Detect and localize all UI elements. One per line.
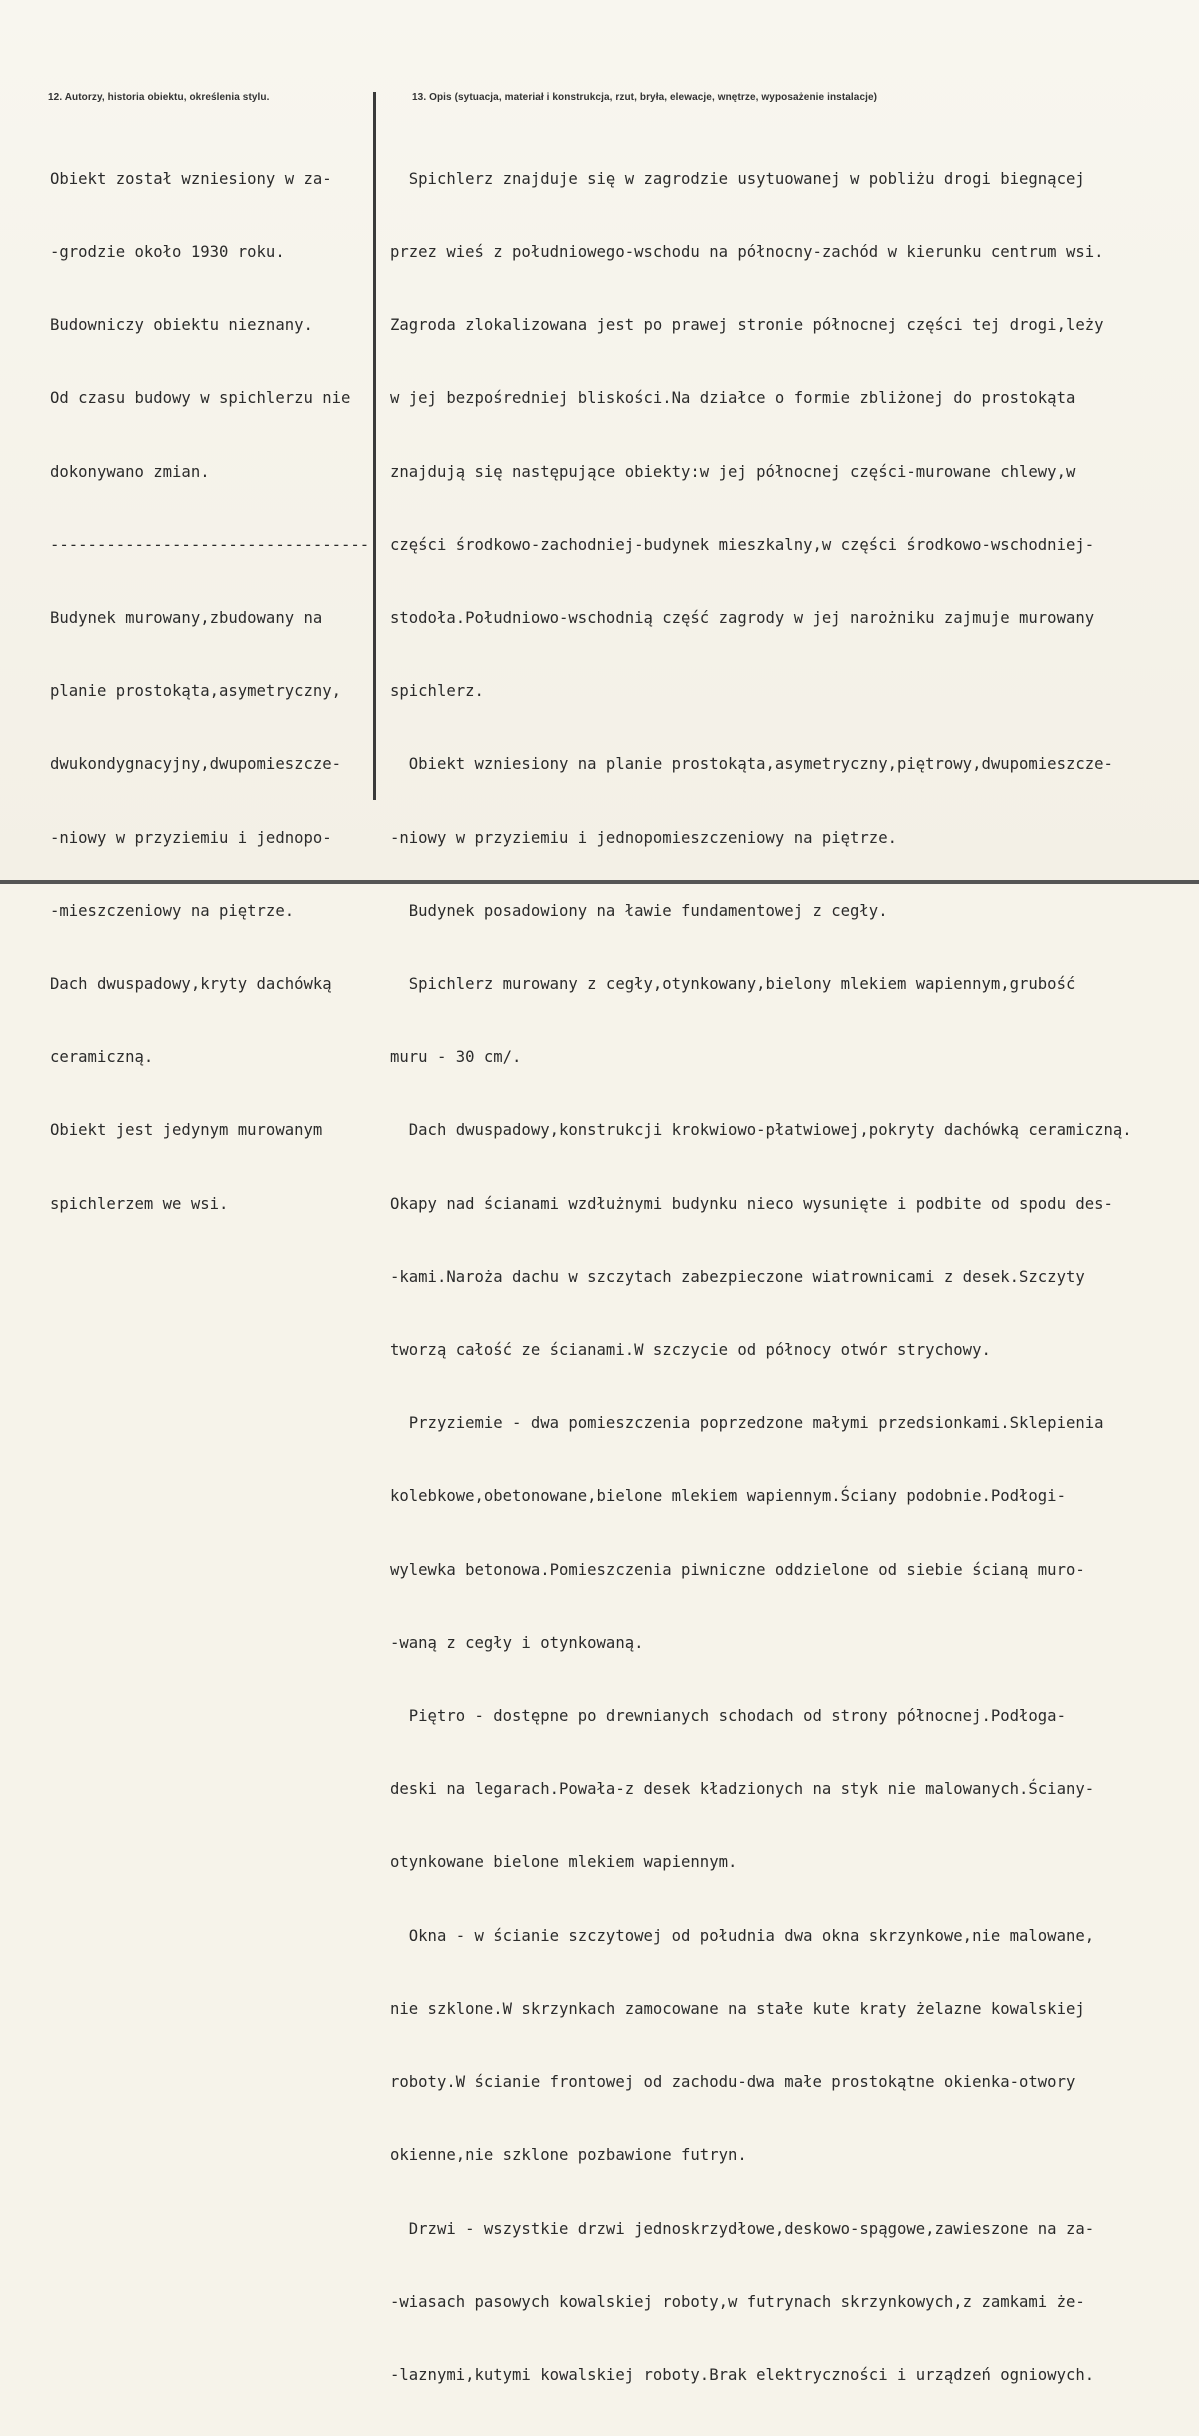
description-line: Przyziemie - dwa pomieszczenia poprzedzone małymi przedsionkami.Sklepienia	[390, 1414, 1104, 1433]
description-line: części środkowo-zachodniej-budynek mieszkalny,w części środkowo-wschodniej-	[390, 535, 1095, 554]
description-line: Piętro - dostępne po drewnianych schodach od strony północnej.Podłoga-	[390, 1707, 1066, 1726]
description-line: Dach dwuspadowy,konstrukcji krokwiowo-płatwiowej,pokryty dachówką ceramiczną.	[390, 1121, 1132, 1140]
description-line: Okna - w ścianie szczytowej od południa dwa okna skrzynkowe,nie malowane,	[390, 1926, 1095, 1945]
description-line: deski na legarach.Powała-z desek kładzionych na styk nie malowanych.Ściany-	[390, 1780, 1095, 1799]
description-line: Spichlerz murowany z cegły,otynkowany,bielony mlekiem wapiennym,grubość	[390, 975, 1076, 994]
history-line: Od czasu budowy w spichlerzu nie	[50, 389, 351, 408]
style-line: Obiekt jest jedynym murowanym	[50, 1121, 323, 1140]
description-line: Zagroda zlokalizowana jest po prawej stronie północnej części tej drogi,leży	[390, 316, 1104, 335]
description-line: w jej bezpośredniej bliskości.Na działce o formie zbliżonej do prostokąta	[390, 389, 1076, 408]
history-column	[50, 118, 370, 1265]
description-line: stodoła.Południowo-wschodnią część zagrody w jej narożniku zajmuje murowany	[390, 609, 1095, 628]
description-line: Drzwi - wszystkie drzwi jednoskrzydłowe,deskowo-spągowe,zawieszone na za-	[390, 2219, 1095, 2238]
style-line: planie prostokąta,asymetryczny,	[50, 682, 342, 701]
description-line: -waną z cegły i otynkowaną.	[390, 1633, 644, 1652]
style-line: -niowy w przyziemiu i jednopo-	[50, 828, 332, 847]
description-line: znajdują się następujące obiekty:w jej północnej części-murowane chlewy,w	[390, 462, 1076, 481]
style-line: Budynek murowany,zbudowany na	[50, 609, 323, 628]
description-line: Spichlerz znajduje się w zagrodzie usytuowanej w pobliżu drogi biegnącej	[390, 169, 1085, 188]
description-line: otynkowane bielone mlekiem wapiennym.	[390, 1853, 738, 1872]
style-line: dwukondygnacyjny,dwupomieszcze-	[50, 755, 342, 774]
style-line: -mieszczeniowy na piętrze.	[50, 901, 295, 920]
description-line: przez wieś z południowego-wschodu na północny-zachód w kierunku centrum wsi.	[390, 243, 1104, 262]
description-line: tworzą całość ze ścianami.W szczycie od północy otwór strychowy.	[390, 1341, 991, 1360]
style-line: ceramiczną.	[50, 1048, 154, 1067]
description-line: Budynek posadowiony na ławie fundamentowej z cegły.	[390, 901, 888, 920]
description-line: Okapy nad ścianami wzdłużnymi budynku nieco wysunięte i podbite od spodu des-	[390, 1194, 1113, 1213]
section-13-header: 13. Opis (sytuacja, materiał i konstrukcja, rzut, bryła, elewacje, wnętrze, wyposażenie instalacje)	[412, 92, 878, 103]
description-column	[390, 118, 1190, 2436]
description-line: Obiekt wzniesiony na planie prostokąta,asymetryczny,piętrowy,dwupomieszcze-	[390, 755, 1113, 774]
description-line: okienne,nie szklone pozbawione futryn.	[390, 2146, 747, 2165]
bottom-rule	[0, 880, 1199, 884]
description-line: -kami.Naroża dachu w szczytach zabezpieczone wiatrownicami z desek.Szczyty	[390, 1267, 1085, 1286]
description-line: spichlerz.	[390, 682, 484, 701]
description-line: muru - 30 cm/.	[390, 1048, 522, 1067]
history-line: -grodzie około 1930 roku.	[50, 243, 285, 262]
description-line: -niowy w przyziemiu i jednopomieszczeniowy na piętrze.	[390, 828, 897, 847]
section-12-header: 12. Autorzy, historia obiektu, określenia stylu.	[48, 92, 270, 103]
description-line: -laznymi,kutymi kowalskiej roboty.Brak elektryczności i urządzeń ogniowych.	[390, 2365, 1095, 2384]
style-line: spichlerzem we wsi.	[50, 1194, 229, 1213]
description-line: wylewka betonowa.Pomieszczenia piwniczne oddzielone od siebie ścianą muro-	[390, 1560, 1085, 1579]
history-line: Obiekt został wzniesiony w za-	[50, 169, 332, 188]
style-line: Dach dwuspadowy,kryty dachówką	[50, 975, 332, 994]
description-line: kolebkowe,obetonowane,bielone mlekiem wapiennym.Ściany podobnie.Podłogi-	[390, 1487, 1066, 1506]
description-line: roboty.W ścianie frontowej od zachodu-dwa małe prostokątne okienka-otwory	[390, 2073, 1076, 2092]
dashed-separator: ----------------------------------	[50, 535, 370, 554]
column-divider	[373, 92, 376, 800]
description-line: nie szklone.W skrzynkach zamocowane na stałe kute kraty żelazne kowalskiej	[390, 1999, 1085, 2018]
history-line: dokonywano zmian.	[50, 462, 210, 481]
history-line: Budowniczy obiektu nieznany.	[50, 316, 313, 335]
description-line: -wiasach pasowych kowalskiej roboty,w futrynach skrzynkowych,z zamkami że-	[390, 2292, 1085, 2311]
